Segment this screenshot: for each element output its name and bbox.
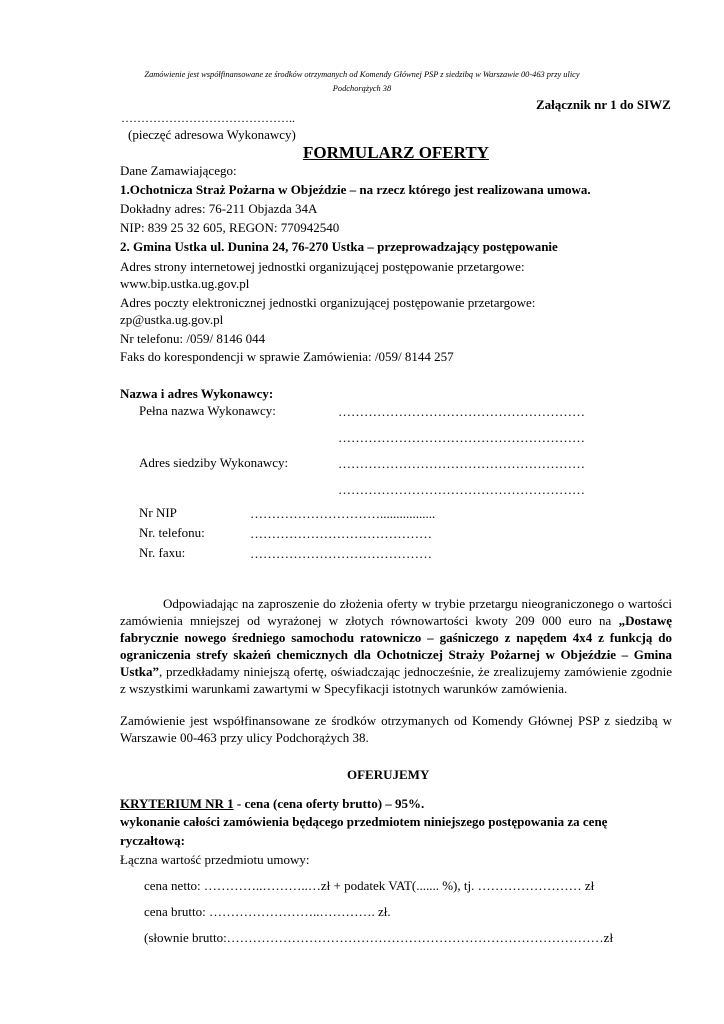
contractor-address-field-1[interactable]: ………………………………………………… xyxy=(338,456,585,471)
client-heading: Dane Zamawiającego: xyxy=(120,163,237,178)
page-title: FORMULARZ OFERTY xyxy=(303,143,489,162)
nip-field[interactable]: …………………………................. xyxy=(250,506,436,521)
fax-label: Nr. faxu: xyxy=(139,545,186,560)
fax-field[interactable]: …………………………………… xyxy=(250,546,432,561)
contractor-address-field-2[interactable]: ………………………………………………… xyxy=(338,482,585,497)
offer-text-part-2: , przedkładamy niniejszą ofertę, oświadczając jednocześnie, że zrealizujemy zamówienie zgodnie z wszystkimi warunkami zawartymi w Specyfikacji istotnych warunków zamówienia. xyxy=(120,663,672,696)
phone-field[interactable]: …………………………………… xyxy=(250,526,432,541)
stamp-label: (pieczęć adresowa Wykonawcy) xyxy=(128,127,296,142)
client-line-1: 1.Ochotnicza Straż Pożarna w Objeździe – na rzecz którego jest realizowana umowa. xyxy=(120,182,591,197)
offer-text-part-1: Odpowiadając na zaproszenie do złożenia oferty w trybie przetargu nieograniczonego o wartości zamówienia mniejszej od wyrażonej w złotych równowartości kwoty 209 000 euro na xyxy=(120,596,672,628)
nip-label: Nr NIP xyxy=(139,505,177,520)
client-address: Dokładny adres: 76-211 Objazda 34A xyxy=(120,201,318,216)
gross-in-words-field[interactable]: (słownie brutto:……………………………………………………………………………zł xyxy=(144,930,614,945)
criterion-label: KRYTERIUM NR 1 xyxy=(120,796,234,811)
client-nip: NIP: 839 25 32 605, REGON: 770942540 xyxy=(120,220,340,235)
contractor-name-field-2[interactable]: ………………………………………………… xyxy=(338,430,585,445)
phone-label: Nr. telefonu: xyxy=(139,525,205,540)
oferujemy-heading: OFERUJEMY xyxy=(347,767,430,782)
total-value-label: Łączna wartość przedmiotu umowy: xyxy=(120,852,310,867)
criterion-heading xyxy=(120,796,424,812)
contractor-address-label: Adres siedziby Wykonawcy: xyxy=(139,455,289,470)
criterion-line-3: ryczałtową: xyxy=(120,833,185,848)
stamp-dots: …………………………………….. xyxy=(121,111,295,125)
gross-price-field[interactable]: cena brutto: ……………………..…………. zł. xyxy=(144,904,391,919)
cofinance-paragraph: Zamówienie jest współfinansowane ze środków otrzymanych od Komendy Głównej PSP z siedzibą w Warszawie 00-463 przy ulicy Podchorążych 38. xyxy=(120,713,672,745)
attachment-label: Załącznik nr 1 do SIWZ xyxy=(536,97,671,112)
offer-paragraph xyxy=(120,596,672,697)
client-email: zp@ustka.ug.gov.pl xyxy=(120,312,224,327)
client-website: www.bip.ustka.ug.gov.pl xyxy=(120,276,250,291)
contractor-name-field-1[interactable]: ………………………………………………… xyxy=(338,404,585,419)
client-line-2: 2. Gmina Ustka ul. Dunina 24, 76-270 Ustka – przeprowadzający postępowanie xyxy=(120,239,558,254)
client-email-label: Adres poczty elektronicznej jednostki organizującej postępowanie przetargowe: xyxy=(120,295,536,310)
header-note: Zamówienie jest współfinansowane ze środków otrzymanych od Komendy Głównej PSP z siedzibą w Warszawie 00-463 przy ulicy Podchorążych 38 xyxy=(144,70,580,93)
criterion-desc: - cena (cena oferty brutto) – 95%. xyxy=(233,796,425,811)
net-price-field[interactable]: cena netto: …………..………..…zł + podatek VAT(....... %), tj. …………………… zł xyxy=(144,878,595,893)
criterion-line-2: wykonanie całości zamówienia będącego przedmiotem niniejszego postępowania za cenę xyxy=(120,814,608,829)
client-website-label: Adres strony internetowej jednostki organizującej postępowanie przetargowe: xyxy=(120,259,525,274)
client-fax: Faks do korespondencji w sprawie Zamówienia: /059/ 8144 257 xyxy=(120,349,454,364)
contractor-name-label: Pełna nazwa Wykonawcy: xyxy=(139,403,276,418)
offer-subject: „Dostawę fabrycznie nowego średniego samochodu ratowniczo – gaśniczego z napędem 4x4 z funkcją do ograniczenia strefy skażeń chemicznych dla Ochotniczej Straży Pożarnej w Objeździe – Gmina Ustka” xyxy=(120,612,672,679)
client-phone: Nr telefonu: /059/ 8146 044 xyxy=(120,331,266,346)
contractor-heading: Nazwa i adres Wykonawcy: xyxy=(120,386,274,401)
